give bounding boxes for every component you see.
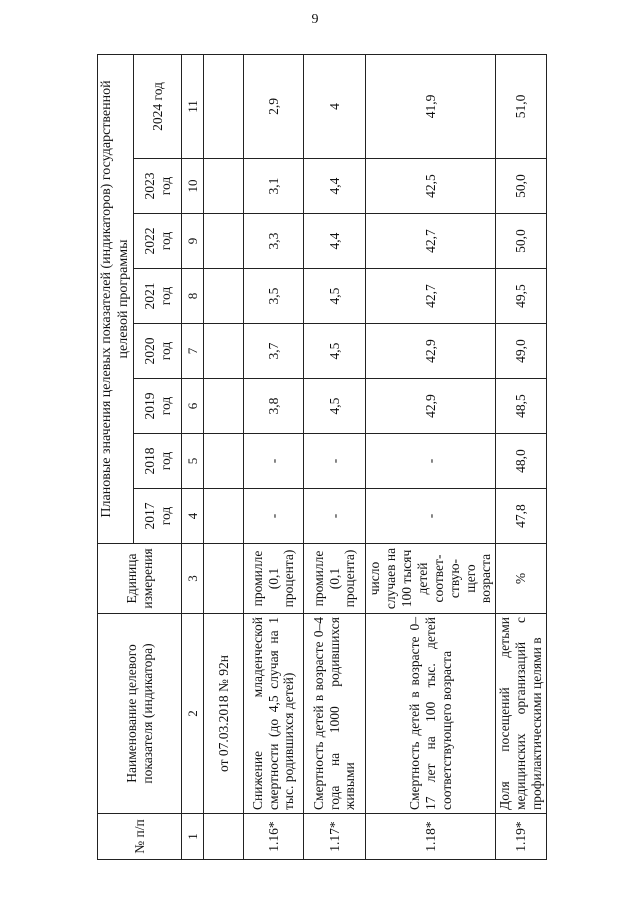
row-value: 4,5 bbox=[304, 379, 366, 434]
row-value: 3,3 bbox=[244, 214, 304, 269]
row-value: 48,0 bbox=[496, 434, 547, 489]
header-year: 2021 год bbox=[134, 269, 182, 324]
note-text: от 07.03.2018 № 92н bbox=[204, 614, 244, 814]
row-num: 1.17* bbox=[304, 814, 366, 860]
row-value: 4,5 bbox=[304, 324, 366, 379]
column-numbers-row bbox=[182, 54, 204, 859]
row-value: 42,9 bbox=[366, 324, 496, 379]
row-value: - bbox=[244, 489, 304, 544]
header-year: 2019 год bbox=[134, 379, 182, 434]
row-value: 4,4 bbox=[304, 214, 366, 269]
row-value: 42,7 bbox=[366, 214, 496, 269]
header-year: 2024 год bbox=[134, 54, 182, 158]
table-row bbox=[366, 54, 496, 859]
indicators-table bbox=[97, 54, 547, 860]
row-value: 3,7 bbox=[244, 324, 304, 379]
row-value: 4 bbox=[304, 54, 366, 158]
row-name: Доля посещений детьми медицинских организаций с профилактическими целями в bbox=[496, 614, 547, 814]
header-year: 2017 год bbox=[134, 489, 182, 544]
row-value: 4,5 bbox=[304, 269, 366, 324]
column-number: 2 bbox=[182, 614, 204, 814]
column-number: 8 bbox=[182, 269, 204, 324]
row-value: - bbox=[304, 434, 366, 489]
header-row-group bbox=[98, 54, 134, 859]
note-row bbox=[204, 54, 244, 859]
row-value: 50,0 bbox=[496, 214, 547, 269]
row-num: 1.19* bbox=[496, 814, 547, 860]
row-value: 50,0 bbox=[496, 159, 547, 214]
header-num: № п/п bbox=[98, 814, 182, 860]
row-value: - bbox=[366, 434, 496, 489]
row-value: 49,5 bbox=[496, 269, 547, 324]
column-number: 1 bbox=[182, 814, 204, 860]
table-row bbox=[304, 54, 366, 859]
table-row bbox=[496, 54, 547, 859]
column-number: 10 bbox=[182, 159, 204, 214]
row-num: 1.16* bbox=[244, 814, 304, 860]
rotated-table-container bbox=[97, 55, 545, 860]
row-name: Смертность детей в возрасте 0–4 года на 1000 родившихся живыми bbox=[304, 614, 366, 814]
row-value: 48,5 bbox=[496, 379, 547, 434]
row-num: 1.18* bbox=[366, 814, 496, 860]
row-value: - bbox=[366, 489, 496, 544]
column-number: 3 bbox=[182, 544, 204, 614]
row-name: Снижение младенческой смертности (до 4,5 случая на 1 тыс. родившихся детей) bbox=[244, 614, 304, 814]
header-year: 2023 год bbox=[134, 159, 182, 214]
header-year: 2018 год bbox=[134, 434, 182, 489]
table-row bbox=[244, 54, 304, 859]
header-year: 2022 год bbox=[134, 214, 182, 269]
row-value: 49,0 bbox=[496, 324, 547, 379]
header-name: Наименование целевого показателя (индикатора) bbox=[98, 614, 182, 814]
row-value: - bbox=[304, 489, 366, 544]
row-unit: промилле (0,1 процента) bbox=[244, 544, 304, 614]
row-unit: % bbox=[496, 544, 547, 614]
header-unit: Единица измерения bbox=[98, 544, 182, 614]
row-value: 2,9 bbox=[244, 54, 304, 158]
row-value: 42,7 bbox=[366, 269, 496, 324]
row-name: Смертность детей в возрасте 0–17 лет на 100 тыс. детей соответствующего возраста bbox=[366, 614, 496, 814]
column-number: 7 bbox=[182, 324, 204, 379]
header-group: Плановые значения целевых показателей (индикаторов) государственной целевой программы bbox=[98, 54, 134, 543]
row-value: 47,8 bbox=[496, 489, 547, 544]
row-value: 42,5 bbox=[366, 159, 496, 214]
row-unit: промилле (0,1 процента) bbox=[304, 544, 366, 614]
column-number: 4 bbox=[182, 489, 204, 544]
row-value: 3,1 bbox=[244, 159, 304, 214]
page-number: 9 bbox=[311, 12, 319, 27]
row-value: 42,9 bbox=[366, 379, 496, 434]
row-value: 4,4 bbox=[304, 159, 366, 214]
row-value: 3,5 bbox=[244, 269, 304, 324]
row-value: 41,9 bbox=[366, 54, 496, 158]
row-value: - bbox=[244, 434, 304, 489]
column-number: 6 bbox=[182, 379, 204, 434]
row-value: 3,8 bbox=[244, 379, 304, 434]
column-number: 9 bbox=[182, 214, 204, 269]
row-value: 51,0 bbox=[496, 54, 547, 158]
column-number: 5 bbox=[182, 434, 204, 489]
column-number: 11 bbox=[182, 54, 204, 158]
header-year: 2020 год bbox=[134, 324, 182, 379]
row-unit: число случаев на 100 тысяч детей соответ-ствую-щего возраста bbox=[366, 544, 496, 614]
